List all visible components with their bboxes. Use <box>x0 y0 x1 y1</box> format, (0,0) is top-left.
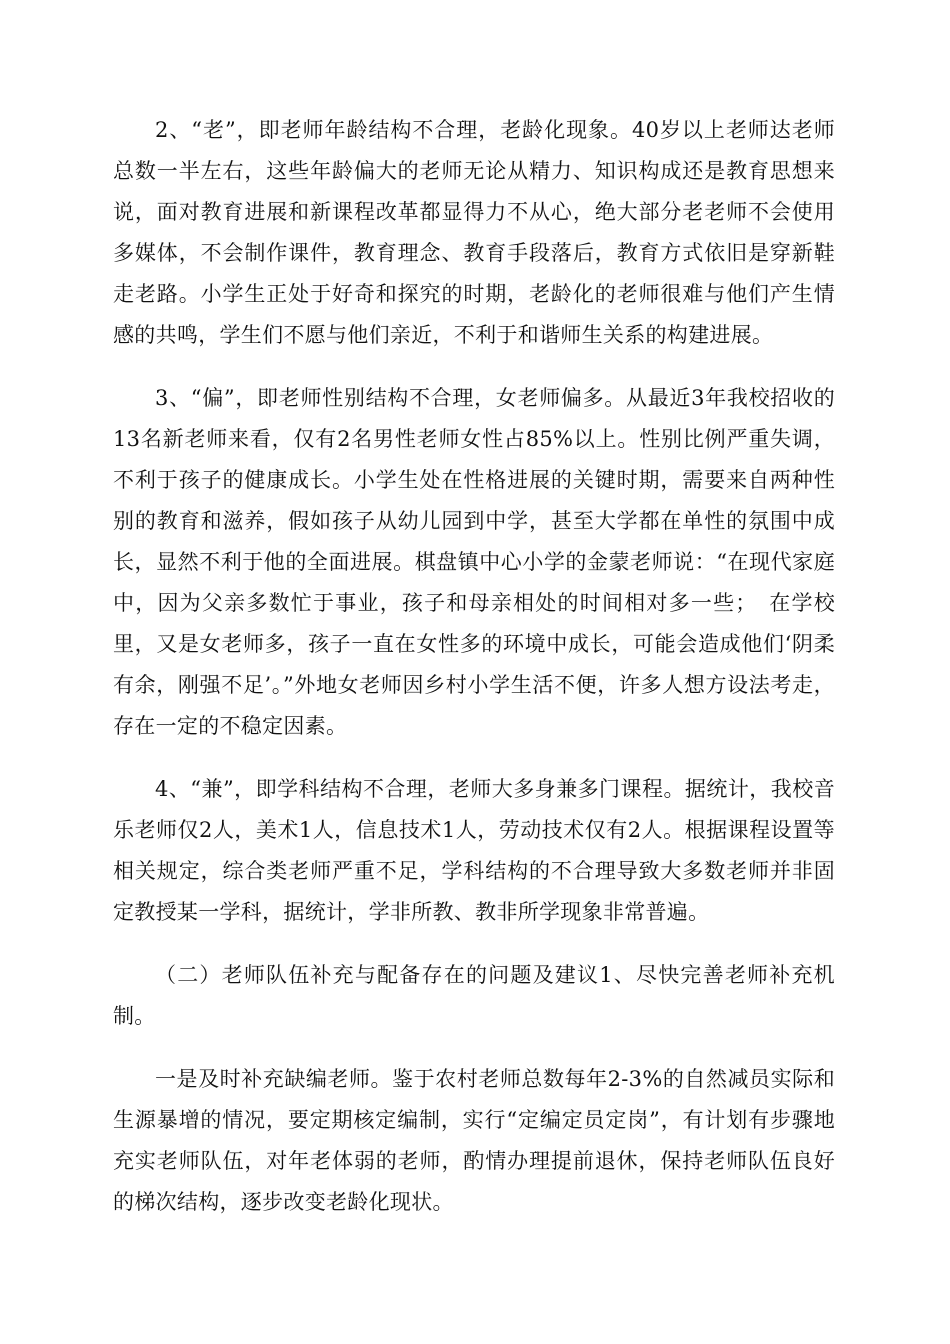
paragraph-subject-structure: 4、“兼”，即学科结构不合理，老师大多身兼多门课程。据统计，我校音乐老师仅2人，美术1人，信息技术1人，劳动技术仅有2人。根据课程设置等相关规定，综合类老师严重不足，学科结构的不合理导致大多数老师并非固定教授某一学科，据统计，学非所教、教非所学现象非常普遍。 <box>113 777 835 924</box>
section-heading-teacher-supply: （二）老师队伍补充与配备存在的问题及建议1、尽快完善老师补充机制。 <box>113 963 835 1028</box>
document-body <box>113 110 835 1223</box>
paragraph-replenish-teachers: 一是及时补充缺编老师。鉴于农村老师总数每年2-3%的自然减员实际和生源暴增的情况，要定期核定编制，实行“定编定员定岗”，有计划有步骤地充实老师队伍，对年老体弱的老师，酌情办理提前退休，保持老师队伍良好的梯次结构，逐步改变老龄化现状。 <box>113 1067 835 1214</box>
paragraph-gender-structure: 3、“偏”，即老师性别结构不合理，女老师偏多。从最近3年我校招收的13名新老师来看，仅有2名男性老师女性占85%以上。性别比例严重失调，不利于孩子的健康成长。小学生处在性格进展的关键时期，需要来自两种性别的教育和滋养，假如孩子从幼儿园到中学，甚至大学都在单性的氛围中成长，显然不利于他的全面进展。棋盘镇中心小学的金蒙老师说：“在现代家庭中，因为父亲多数忙于事业，孩子和母亲相处的时间相对多一些； 在学校里，又是女老师多，孩子一直在女性多的环境中成长，可能会造成他们‘阴柔有余，刚强不足’。”外地女老师因乡村小学生活不便，许多人想方设法考走，存在一定的不稳定因素。 <box>113 386 835 738</box>
paragraph-age-structure: 2、“老”，即老师年龄结构不合理，老龄化现象。40岁以上老师达老师总数一半左右，这些年龄偏大的老师无论从精力、知识构成还是教育思想来说，面对教育进展和新课程改革都显得力不从心，绝大部分老老师不会使用多媒体，不会制作课件，教育理念、教育手段落后，教育方式依旧是穿新鞋走老路。小学生正处于好奇和探究的时期，老龄化的老师很难与他们产生情感的共鸣，学生们不愿与他们亲近，不利于和谐师生关系的构建进展。 <box>113 118 835 347</box>
